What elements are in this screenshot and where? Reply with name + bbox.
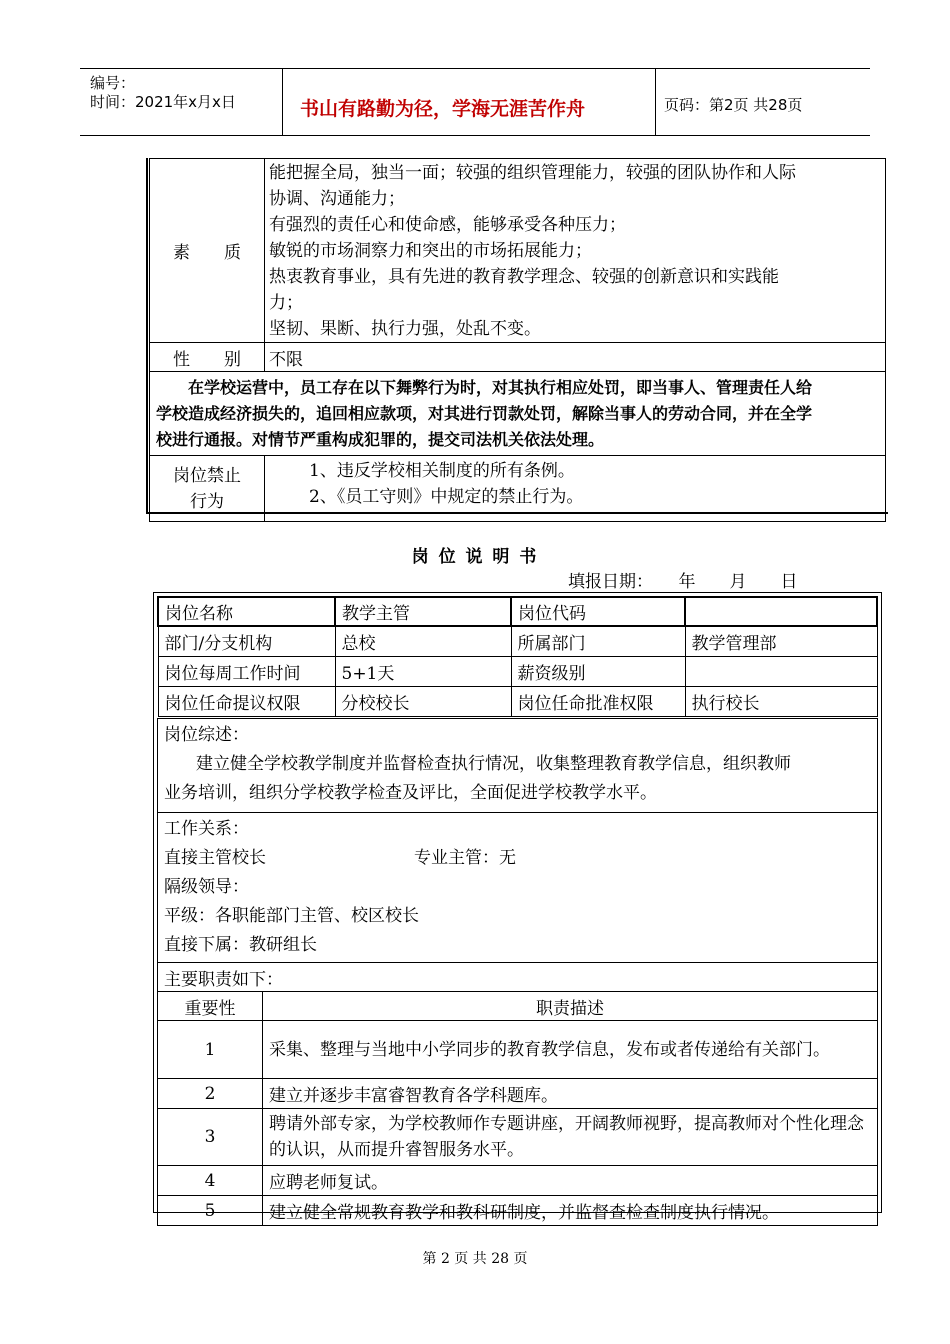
document-code: 编号：	[90, 74, 136, 92]
ban-content-cell	[265, 456, 886, 522]
footer-page-number: 第 2 页 共 28 页	[422, 1251, 528, 1267]
cell-position-code-value	[685, 597, 877, 626]
header-page-info: 页码：第2页 共28页	[664, 96, 803, 114]
duty-text-cell	[263, 1166, 878, 1196]
table1	[149, 158, 886, 522]
cell-salary-level-value	[685, 656, 877, 686]
gender-label: 性 别	[173, 349, 241, 370]
duty-text-cell	[263, 1079, 878, 1109]
skip-level-leader: 隔级领导：	[164, 877, 249, 897]
cell-position-code-label: 岗位代码	[511, 597, 685, 626]
table2-header	[157, 596, 878, 717]
cell-affiliated-value: 教学管理部	[685, 626, 877, 656]
gender-label-cell	[150, 343, 265, 372]
relations-cell	[158, 813, 878, 963]
quality-label-cell	[150, 159, 265, 343]
header-divider-left	[282, 68, 283, 135]
quality-line: 热衷教育事业，具有先进的教育教学理念、较强的创新意识和实践能	[269, 267, 779, 287]
quality-content-cell	[265, 159, 886, 343]
duty-text: 采集、整理与当地中小学同步的教育教学信息，发布或者传递给有关部门。	[269, 1039, 830, 1060]
duty-text-cell	[263, 1021, 878, 1079]
summary-line: 建立健全学校教学制度并监督检查执行情况，收集整理教育教学信息，组织教师	[196, 754, 791, 774]
duties-label-cell	[158, 963, 878, 992]
duty-text: 聘请外部专家，为学校教师作专题讲座，开阔教师视野，提高教师对个性化理念的认识，从而提升睿智服务水平。	[269, 1114, 864, 1160]
duty-text-cell	[263, 1196, 878, 1226]
peer-level: 平级：各职能部门主管、校区校长	[164, 906, 419, 926]
doc-title: 岗 位 说 明 书	[411, 547, 539, 567]
col-description-header: 职责描述	[263, 992, 878, 1021]
ban-item: 1、违反学校相关制度的所有条例。	[309, 461, 575, 481]
ban-label-line: 岗位禁止	[173, 465, 241, 486]
fill-date: 填报日期： 年 月 日	[568, 572, 798, 592]
duty-num: 4	[204, 1170, 216, 1191]
cell-approve-authority-value: 执行校长	[685, 686, 877, 716]
duty-num: 2	[204, 1083, 216, 1104]
professional-superior: 专业主管：无	[414, 848, 516, 868]
cell-nominate-authority-value: 分校校长	[335, 686, 511, 716]
notice-line: 校进行通报。对情节严重构成犯罪的，提交司法机关依法处理。	[156, 429, 605, 449]
relations-superiors-row	[164, 844, 871, 873]
cell-department-value: 总校	[335, 626, 511, 656]
cell-approve-authority-label: 岗位任命批准权限	[511, 686, 685, 716]
duty-num: 5	[204, 1200, 216, 1221]
duty-num-cell	[158, 1021, 263, 1079]
gender-value-cell	[265, 343, 886, 372]
ban-item: 2、《员工守则》中规定的禁止行为。	[309, 487, 584, 507]
cell-affiliated-label: 所属部门	[511, 626, 685, 656]
col-importance-header: 重要性	[158, 992, 263, 1021]
duty-num-cell	[158, 1079, 263, 1109]
ban-label-line: 行为	[190, 491, 224, 512]
duty-text: 应聘老师复试。	[269, 1173, 388, 1193]
quality-line: 协调、沟通能力；	[269, 189, 405, 209]
header-bottom-rule	[80, 135, 870, 136]
duty-text: 建立并逐步丰富睿智教育各学科题库。	[269, 1086, 558, 1106]
cell-position-name-value: 教学主管	[335, 597, 511, 626]
notice-line: 学校造成经济损失的，追回相应款项，对其进行罚款处罚，解除当事人的劳动合同，并在全学	[156, 403, 813, 423]
notice-line: 在学校运营中，员工存在以下舞弊行为时，对其执行相应处罚，即当事人、管理责任人给	[188, 377, 813, 397]
duty-num-cell	[158, 1166, 263, 1196]
ban-label-cell	[150, 456, 265, 522]
summary-line: 业务培训，组织分学校教学检查及评比，全面促进学校教学水平。	[164, 783, 657, 803]
table1-shadow-left	[146, 158, 148, 514]
quality-line: 力；	[269, 293, 303, 313]
cell-weekly-hours-value: 5+1天	[335, 656, 511, 686]
quality-line: 能把握全局，独当一面；较强的组织管理能力，较强的团队协作和人际	[269, 163, 796, 183]
duty-num: 1	[204, 1039, 216, 1060]
relations-label: 工作关系：	[164, 819, 249, 839]
cell-department-label: 部门/分支机构	[158, 626, 335, 656]
cell-nominate-authority-label: 岗位任命提议权限	[158, 686, 335, 716]
header-top-rule	[80, 68, 870, 69]
document-date: 时间：2021年x月x日	[90, 93, 236, 111]
quality-line: 坚韧、果断、执行力强，处乱不变。	[269, 319, 541, 339]
cell-salary-level-label: 薪资级别	[511, 656, 685, 686]
duty-num-cell	[158, 1196, 263, 1226]
duty-num: 3	[204, 1127, 216, 1147]
duty-text-cell	[263, 1109, 878, 1166]
quality-line: 有强烈的责任心和使命感，能够承受各种压力；	[269, 215, 626, 235]
gender-value: 不限	[269, 349, 303, 370]
duties-label: 主要职责如下：	[164, 969, 283, 990]
table2-body	[157, 718, 878, 1226]
cell-position-name-label: 岗位名称	[158, 597, 335, 626]
quality-label: 素 质	[173, 243, 241, 263]
direct-superior: 直接主管校长	[164, 848, 266, 868]
notice-cell	[150, 372, 886, 456]
direct-reports: 直接下属：教研组长	[164, 935, 317, 955]
quality-line: 敏锐的市场洞察力和突出的市场拓展能力；	[269, 241, 592, 261]
cell-weekly-hours-label: 岗位每周工作时间	[158, 656, 335, 686]
header-motto: 书山有路勤为径，学海无涯苦作舟	[300, 98, 586, 120]
duty-num-cell	[158, 1109, 263, 1166]
header-divider-right	[655, 68, 656, 135]
summary-cell	[158, 719, 878, 813]
summary-label: 岗位综述：	[164, 725, 249, 745]
duty-text: 建立健全常规教育教学和教科研制度，并监督查检查制度执行情况。	[269, 1203, 779, 1223]
